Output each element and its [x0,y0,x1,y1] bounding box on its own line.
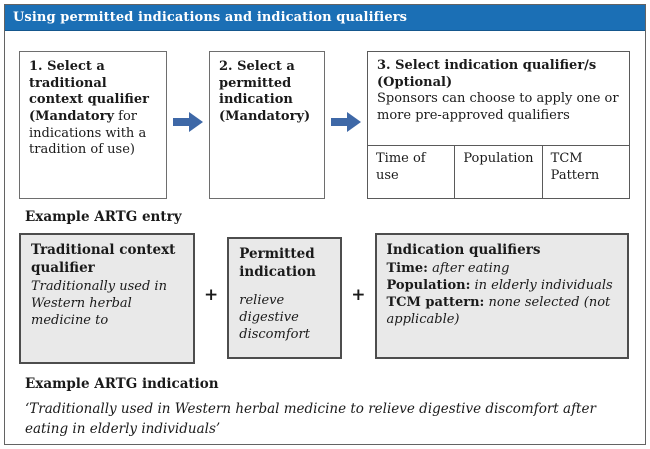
step1-bold-text: 1. Select a traditional context qualifier (Mandatory [29,59,150,124]
step3-normal-text: Sponsors can choose to apply one or more pre-approved qualifiers [377,91,619,123]
qualifier-column-tcm-pattern: TCM Pattern [542,146,629,198]
example-artg-indication-text: ‘Traditionally used in Western herbal medicine to relieve digestive discomfort after eating in elderly individuals’ [25,401,596,437]
qualifier-time-label: Time: [386,260,428,276]
arrow-right-icon [331,111,361,137]
example-artg-indication-label: Example ARTG indication [25,376,219,392]
qualifier-tcm-line [387,294,617,328]
figure-frame [4,4,646,445]
figure-title: Using permitted indications and indication qualifiers [13,10,408,25]
step3-box [367,51,630,199]
qualifier-column-population: Population [454,146,541,198]
example-entry-row [19,233,631,364]
qualifier-population-value: in elderly individuals [474,277,613,293]
example-artg-entry-label: Example ARTG entry [25,209,182,225]
permitted-indication-box [227,237,342,359]
qualifier-column-time-of-use: Time of use [376,151,426,183]
qualifier-tcm-label: TCM pattern: [386,295,485,311]
step2-box [209,51,325,199]
plus-icon: + [204,285,219,305]
flow-steps-row [19,51,631,199]
arrow-right-icon [173,111,203,137]
figure-body [5,31,645,439]
traditional-context-qualifier-box [19,233,195,364]
traditional-context-qualifier-value: Traditionally used in Western herbal medicine to [31,278,167,328]
traditional-context-qualifier-title: Traditional context qualifier [31,242,176,276]
figure-title-bar [5,5,645,31]
qualifier-population-line [387,277,617,294]
step1-normal-text: for indications with a tradition of use) [29,108,147,158]
permitted-indication-title: Permitted indication [239,246,316,280]
qualifier-population-label: Population: [386,277,471,293]
plus-icon: + [351,285,366,305]
qualifier-time-line [387,260,617,277]
permitted-indication-value: relieve digestive discomfort [239,292,310,342]
indication-qualifiers-box [375,233,629,359]
step2-bold-text: 2. Select a permitted indication (Mandatory) [219,59,311,124]
step3-bold-text: 3. Select indication qualifier/s (Optional) [377,58,597,90]
qualifier-time-value: after eating [432,260,510,276]
indication-qualifiers-title: Indication qualifiers [386,242,541,258]
step3-text [368,52,629,145]
qualifier-types-table [368,145,629,198]
qualifier-tcm-value: none selected (not applicable) [386,295,611,328]
step1-box [19,51,167,199]
